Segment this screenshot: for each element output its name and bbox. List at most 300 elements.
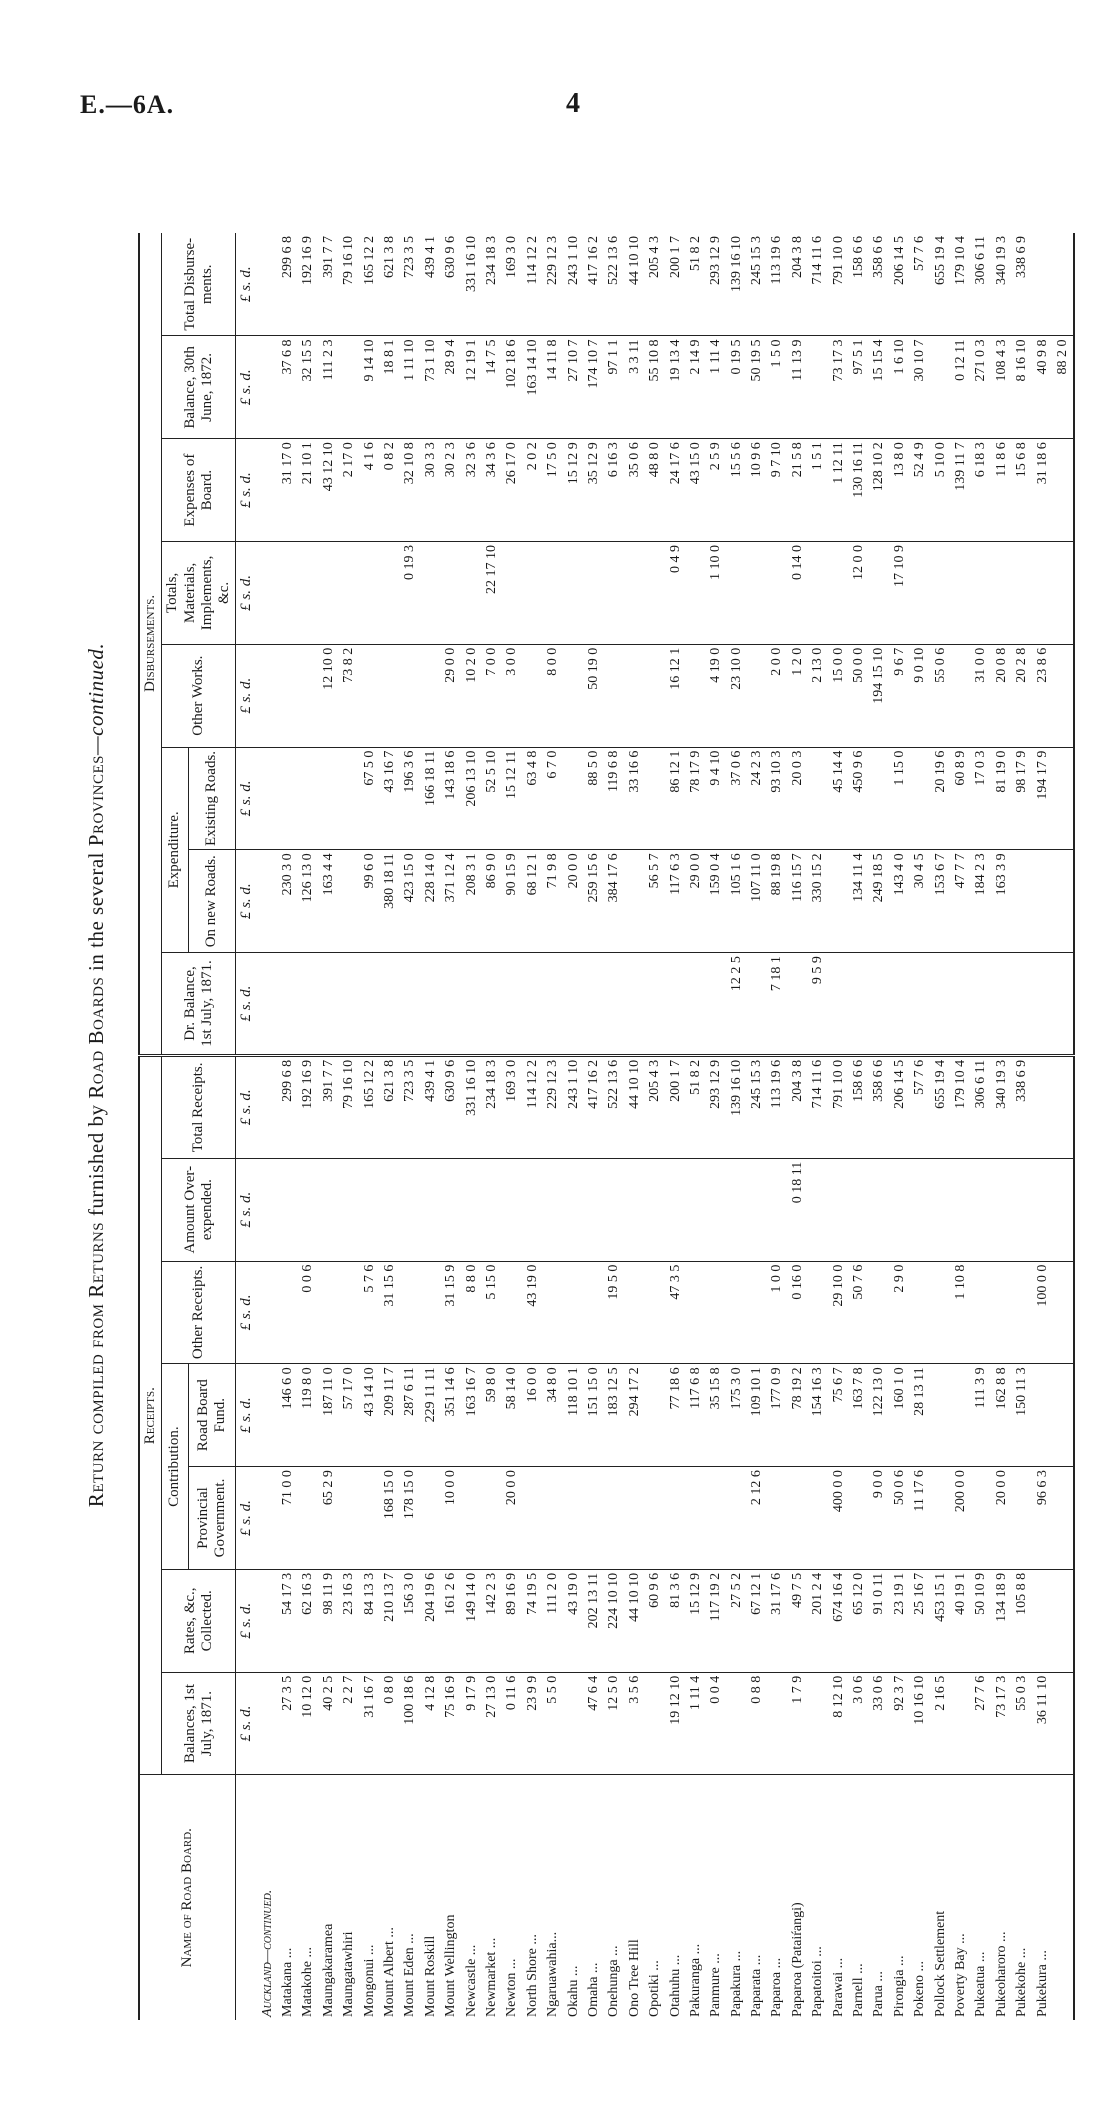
balance-cell: 33 0 6 — [869, 1672, 889, 1775]
overexpended-cell — [625, 1158, 645, 1261]
other-works-cell: 3 0 0 — [502, 644, 522, 747]
provincial-cell — [808, 1467, 828, 1570]
existing-roads-cell: 20 0 3 — [788, 747, 808, 850]
materials-cell: 12 0 0 — [849, 542, 869, 645]
dr-balance-cell — [319, 953, 339, 1056]
table-row — [828, 130, 848, 2020]
road-board-name: Poverty Bay ... — [952, 1933, 968, 2017]
header-provincial: Provincial Government. — [188, 1467, 235, 1570]
dr-balance-cell — [625, 953, 645, 1056]
new-roads-cell: 228 14 0 — [421, 850, 441, 953]
expenses-cell: 43 15 0 — [686, 439, 706, 542]
other-works-cell: 31 0 0 — [971, 644, 991, 747]
fund-cell: 183 12 5 — [604, 1364, 624, 1467]
materials-cell — [686, 542, 706, 645]
road-board-name: Pukeoharoro ... — [993, 1931, 1009, 2017]
provincial-cell: 50 0 6 — [890, 1467, 910, 1570]
total-disbursements-cell — [1053, 233, 1074, 336]
fund-cell: 294 17 2 — [625, 1364, 645, 1467]
overexpended-cell — [482, 1158, 502, 1261]
header-overexpended: Amount Over-expended. — [162, 1158, 236, 1261]
header-disbursements: Disbursements. — [139, 233, 162, 1055]
total-receipts-cell: 79 16 10 — [339, 1055, 359, 1158]
balance-cell: 92 3 7 — [890, 1672, 910, 1775]
total-disbursements-cell: 655 19 4 — [930, 233, 950, 336]
overexpended-cell — [747, 1158, 767, 1261]
existing-roads-cell: 81 19 0 — [992, 747, 1012, 850]
rates-cell: 674 16 4 — [828, 1569, 848, 1672]
other-receipts-cell — [645, 1261, 665, 1364]
total-receipts-cell: 417 16 2 — [584, 1055, 604, 1158]
expenses-cell: 30 2 3 — [441, 439, 461, 542]
dr-balance-cell — [747, 953, 767, 1056]
expenses-cell: 11 8 6 — [992, 439, 1012, 542]
other-receipts-cell: 31 15 6 — [380, 1261, 400, 1364]
header-balance-june: Balance, 30th June, 1872. — [162, 336, 236, 439]
balance-june-cell: 32 15 5 — [298, 336, 318, 439]
other-works-cell — [421, 644, 441, 747]
new-roads-cell: 134 11 4 — [849, 850, 869, 953]
road-board-name: Omaha ... — [585, 1962, 601, 2017]
existing-roads-cell: 93 10 3 — [767, 747, 787, 850]
table-row — [890, 130, 910, 2020]
new-roads-cell: 68 12 1 — [523, 850, 543, 953]
existing-roads-cell: 196 3 6 — [400, 747, 420, 850]
new-roads-cell: 184 2 3 — [971, 850, 991, 953]
road-board-name: Parawai ... — [830, 1957, 846, 2017]
balance-cell: 31 16 7 — [359, 1672, 379, 1775]
balance-cell: 40 2 5 — [319, 1672, 339, 1775]
total-disbursements-cell: 139 16 10 — [726, 233, 746, 336]
header-existing-roads: Existing Roads. — [188, 747, 235, 850]
unit-label: £ s. d. — [236, 233, 258, 336]
existing-roads-cell: 9 4 10 — [706, 747, 726, 850]
fund-cell: 160 1 0 — [890, 1364, 910, 1467]
other-receipts-cell — [1012, 1261, 1032, 1364]
title-suffix: in the several — [84, 851, 108, 971]
existing-roads-cell: 88 5 0 — [584, 747, 604, 850]
table-row — [645, 130, 665, 2020]
materials-cell: 22 17 10 — [482, 542, 502, 645]
road-board-name: Parnell ... — [851, 1963, 867, 2017]
balance-cell: 75 16 9 — [441, 1672, 461, 1775]
fund-cell: 28 13 11 — [910, 1364, 930, 1467]
balance-june-cell: 40 9 8 — [1032, 336, 1052, 439]
balance-cell: 3 5 6 — [625, 1672, 645, 1775]
total-receipts-cell: 51 8 2 — [686, 1055, 706, 1158]
existing-roads-cell: 24 2 3 — [747, 747, 767, 850]
materials-cell — [502, 542, 522, 645]
dr-balance-cell — [1012, 953, 1032, 1056]
road-board-name: Pirongia ... — [891, 1955, 907, 2017]
other-works-cell: 23 8 6 — [1032, 644, 1052, 747]
provincial-cell: 2 12 6 — [747, 1467, 767, 1570]
header-name: Name of Road Board. — [139, 1775, 236, 2020]
dr-balance-cell — [523, 953, 543, 1056]
fund-cell: 43 14 10 — [359, 1364, 379, 1467]
rates-cell: 98 11 9 — [319, 1569, 339, 1672]
total-receipts-cell: 139 16 10 — [726, 1055, 746, 1158]
new-roads-cell: 29 0 0 — [686, 850, 706, 953]
balance-cell: 0 8 8 — [747, 1672, 767, 1775]
road-board-name: Matakana ... — [280, 1947, 296, 2017]
overexpended-cell — [421, 1158, 441, 1261]
total-receipts-cell: 245 15 3 — [747, 1055, 767, 1158]
provincial-cell: 178 15 0 — [400, 1467, 420, 1570]
overexpended-cell — [339, 1158, 359, 1261]
balance-june-cell: 12 19 1 — [461, 336, 481, 439]
overexpended-cell — [461, 1158, 481, 1261]
road-board-name: Pukekura ... — [1034, 1950, 1050, 2017]
balance-cell — [726, 1672, 746, 1775]
road-board-name: Paparoa (Pataiŕangi) — [789, 1902, 805, 2017]
dr-balance-cell — [828, 953, 848, 1056]
expenses-cell: 31 18 6 — [1032, 439, 1052, 542]
materials-cell: 1 10 0 — [706, 542, 726, 645]
other-works-cell — [604, 644, 624, 747]
balance-june-cell: 28 9 4 — [441, 336, 461, 439]
provincial-cell — [788, 1467, 808, 1570]
dr-balance-cell — [400, 953, 420, 1056]
total-receipts-cell: 113 19 6 — [767, 1055, 787, 1158]
balance-june-cell: 88 2 0 — [1053, 336, 1074, 439]
balance-cell — [951, 1672, 971, 1775]
units-blank — [236, 1775, 258, 2020]
other-works-cell — [625, 644, 645, 747]
balance-cell: 3 0 6 — [849, 1672, 869, 1775]
total-disbursements-cell: 229 12 3 — [543, 233, 563, 336]
overexpended-cell — [1012, 1158, 1032, 1261]
materials-cell — [441, 542, 461, 645]
materials-cell — [910, 542, 930, 645]
header-expenses: Expenses of Board. — [162, 439, 236, 542]
other-works-cell — [278, 644, 298, 747]
total-disbursements-cell: 204 3 8 — [788, 233, 808, 336]
new-roads-cell: 163 4 4 — [319, 850, 339, 953]
dr-balance-cell — [359, 953, 379, 1056]
table-row — [992, 130, 1012, 2020]
dr-balance-cell — [788, 953, 808, 1056]
fund-cell — [645, 1364, 665, 1467]
table-row — [604, 130, 624, 2020]
title-provinces: Provinces — [84, 755, 108, 847]
title-road-boards: Road Boards — [84, 976, 108, 1099]
other-works-cell: 50 19 0 — [584, 644, 604, 747]
rates-cell: 49 7 5 — [788, 1569, 808, 1672]
expenses-cell: 17 5 0 — [543, 439, 563, 542]
balance-cell: 8 12 10 — [828, 1672, 848, 1775]
other-receipts-cell — [1053, 1261, 1074, 1364]
balance-cell: 1 7 9 — [788, 1672, 808, 1775]
balance-cell: 23 9 9 — [523, 1672, 543, 1775]
other-receipts-cell — [543, 1261, 563, 1364]
balance-june-cell: 8 16 10 — [1012, 336, 1032, 439]
table-row — [1032, 130, 1052, 2020]
existing-roads-cell: 15 12 11 — [502, 747, 522, 850]
road-board-name: Mongonui ... — [361, 1944, 377, 2017]
balance-june-cell: 163 14 10 — [523, 336, 543, 439]
provincial-cell — [971, 1467, 991, 1570]
expenses-cell: 2 17 0 — [339, 439, 359, 542]
road-board-name: Onehunga ... — [606, 1945, 622, 2017]
section-label: Auckland—continued. — [259, 1889, 275, 2017]
existing-roads-cell: 37 0 6 — [726, 747, 746, 850]
road-board-name: Matakohe ... — [300, 1947, 316, 2017]
balance-cell — [808, 1672, 828, 1775]
provincial-cell — [298, 1467, 318, 1570]
overexpended-cell — [584, 1158, 604, 1261]
overexpended-cell — [1053, 1158, 1074, 1261]
existing-roads-cell — [339, 747, 359, 850]
total-disbursements-cell: 205 4 3 — [645, 233, 665, 336]
rates-cell: 54 17 3 — [278, 1569, 298, 1672]
total-disbursements-cell: 51 8 2 — [686, 233, 706, 336]
fund-cell: 177 0 9 — [767, 1364, 787, 1467]
overexpended-cell — [849, 1158, 869, 1261]
other-works-cell — [1053, 644, 1074, 747]
provincial-cell: 11 17 6 — [910, 1467, 930, 1570]
overexpended-cell — [319, 1158, 339, 1261]
rates-cell: 44 10 10 — [625, 1569, 645, 1672]
other-receipts-cell: 50 7 6 — [849, 1261, 869, 1364]
table-row — [339, 130, 359, 2020]
table-row — [380, 130, 400, 2020]
section-row — [258, 130, 278, 2020]
materials-cell — [808, 542, 828, 645]
rates-cell: 134 18 9 — [992, 1569, 1012, 1672]
total-disbursements-cell: 113 19 6 — [767, 233, 787, 336]
provincial-cell — [706, 1467, 726, 1570]
overexpended-cell — [992, 1158, 1012, 1261]
total-receipts-cell: 391 7 7 — [319, 1055, 339, 1158]
dr-balance-cell — [543, 953, 563, 1056]
rates-cell: 453 15 1 — [930, 1569, 950, 1672]
rates-cell: 50 10 9 — [971, 1569, 991, 1672]
overexpended-cell — [951, 1158, 971, 1261]
table-row — [1012, 130, 1032, 2020]
materials-cell — [319, 542, 339, 645]
balance-cell — [563, 1672, 583, 1775]
balance-june-cell: 30 10 7 — [910, 336, 930, 439]
total-receipts-cell: 165 12 2 — [359, 1055, 379, 1158]
total-disbursements-cell: 714 11 6 — [808, 233, 828, 336]
new-roads-cell — [1012, 850, 1032, 953]
materials-cell: 0 19 3 — [400, 542, 420, 645]
new-roads-cell: 99 6 0 — [359, 850, 379, 953]
title-middle: furnished by — [84, 1104, 108, 1217]
balance-june-cell — [930, 336, 950, 439]
total-disbursements-cell: 630 9 6 — [441, 233, 461, 336]
fund-cell: 16 0 0 — [523, 1364, 543, 1467]
rates-cell: 156 3 0 — [400, 1569, 420, 1672]
rates-cell: 91 0 11 — [869, 1569, 889, 1672]
total-receipts-cell: 338 6 9 — [1012, 1055, 1032, 1158]
other-receipts-cell — [726, 1261, 746, 1364]
new-roads-cell — [828, 850, 848, 953]
other-receipts-cell — [808, 1261, 828, 1364]
unit-label: £ s. d. — [236, 1672, 258, 1775]
expenses-cell: 10 9 6 — [747, 439, 767, 542]
balance-cell: 27 13 0 — [482, 1672, 502, 1775]
provincial-cell — [543, 1467, 563, 1570]
table-row — [686, 130, 706, 2020]
provincial-cell: 20 0 0 — [992, 1467, 1012, 1570]
materials-cell — [359, 542, 379, 645]
table-row — [502, 130, 522, 2020]
expenses-cell: 128 10 2 — [869, 439, 889, 542]
expenses-cell: 34 3 6 — [482, 439, 502, 542]
expenses-cell: 139 11 7 — [951, 439, 971, 542]
dr-balance-cell — [869, 953, 889, 1056]
table-row — [563, 130, 583, 2020]
table-row — [951, 130, 971, 2020]
expenses-cell: 13 8 0 — [890, 439, 910, 542]
other-receipts-cell: 8 8 0 — [461, 1261, 481, 1364]
balance-june-cell — [808, 336, 828, 439]
dr-balance-cell — [502, 953, 522, 1056]
road-board-name: Pakuranga ... — [687, 1943, 703, 2017]
dr-balance-cell — [1053, 953, 1074, 1056]
dr-balance-cell — [441, 953, 461, 1056]
table-row — [359, 130, 379, 2020]
overexpended-cell — [645, 1158, 665, 1261]
road-board-name: Newton ... — [504, 1958, 520, 2017]
balance-cell: 5 5 0 — [543, 1672, 563, 1775]
overexpended-cell — [298, 1158, 318, 1261]
total-receipts-cell: 234 18 3 — [482, 1055, 502, 1158]
total-receipts-cell — [1032, 1055, 1052, 1158]
provincial-cell: 20 0 0 — [502, 1467, 522, 1570]
road-board-name: Ngaruawahia... — [545, 1931, 561, 2017]
other-receipts-cell — [992, 1261, 1012, 1364]
total-disbursements-cell: 243 1 10 — [563, 233, 583, 336]
total-disbursements-cell: 44 10 10 — [625, 233, 645, 336]
table-row — [584, 130, 604, 2020]
balance-june-cell: 14 7 5 — [482, 336, 502, 439]
other-works-cell: 7 0 0 — [482, 644, 502, 747]
other-receipts-cell — [910, 1261, 930, 1364]
table-row — [421, 130, 441, 2020]
balance-cell: 2 2 7 — [339, 1672, 359, 1775]
rates-cell: 25 16 7 — [910, 1569, 930, 1672]
other-works-cell — [380, 644, 400, 747]
existing-roads-cell: 143 18 6 — [441, 747, 461, 850]
new-roads-cell: 159 0 4 — [706, 850, 726, 953]
dr-balance-cell: 7 18 1 — [767, 953, 787, 1056]
balance-cell: 0 11 6 — [502, 1672, 522, 1775]
other-receipts-cell — [421, 1261, 441, 1364]
existing-roads-cell — [298, 747, 318, 850]
total-receipts-cell: 299 6 8 — [278, 1055, 298, 1158]
unit-label: £ s. d. — [236, 1467, 258, 1570]
total-receipts-cell: 169 3 0 — [502, 1055, 522, 1158]
existing-roads-cell: 67 5 0 — [359, 747, 379, 850]
balance-cell: 10 16 10 — [910, 1672, 930, 1775]
fund-cell: 75 6 7 — [828, 1364, 848, 1467]
expenses-cell: 35 12 9 — [584, 439, 604, 542]
provincial-cell — [645, 1467, 665, 1570]
materials-cell — [584, 542, 604, 645]
road-board-name: Pollock Settlement — [932, 1910, 948, 2017]
total-receipts-cell: 791 10 0 — [828, 1055, 848, 1158]
balance-cell: 1 11 4 — [686, 1672, 706, 1775]
road-board-name: Mount Albert ... — [382, 1927, 398, 2017]
new-roads-cell: 56 5 7 — [645, 850, 665, 953]
balance-june-cell: 0 12 11 — [951, 336, 971, 439]
dr-balance-cell — [380, 953, 400, 1056]
expenses-cell: 26 17 0 — [502, 439, 522, 542]
other-works-cell: 55 0 6 — [930, 644, 950, 747]
existing-roads-cell: 194 17 9 — [1032, 747, 1052, 850]
other-receipts-cell: 0 16 0 — [788, 1261, 808, 1364]
rates-cell: 142 2 3 — [482, 1569, 502, 1672]
new-roads-cell: 208 3 1 — [461, 850, 481, 953]
fund-cell: 351 14 6 — [441, 1364, 461, 1467]
rates-cell: 27 5 2 — [726, 1569, 746, 1672]
expenses-cell: 6 18 3 — [971, 439, 991, 542]
expenses-cell: 9 7 10 — [767, 439, 787, 542]
overexpended-cell — [441, 1158, 461, 1261]
header-other-receipts: Other Receipts. — [162, 1261, 236, 1364]
balance-cell: 47 6 4 — [584, 1672, 604, 1775]
other-receipts-cell — [339, 1261, 359, 1364]
overexpended-cell — [930, 1158, 950, 1261]
balance-june-cell: 111 2 3 — [319, 336, 339, 439]
balance-cell: 10 12 0 — [298, 1672, 318, 1775]
existing-roads-cell — [278, 747, 298, 850]
fund-cell: 163 7 8 — [849, 1364, 869, 1467]
provincial-cell — [665, 1467, 685, 1570]
other-works-cell — [951, 644, 971, 747]
provincial-cell — [1053, 1467, 1074, 1570]
materials-cell — [645, 542, 665, 645]
rates-cell: 40 19 1 — [951, 1569, 971, 1672]
other-works-cell — [747, 644, 767, 747]
overexpended-cell — [380, 1158, 400, 1261]
new-roads-cell: 116 15 7 — [788, 850, 808, 953]
page-code: E.—6A. — [80, 90, 175, 119]
road-board-name: Otahuhu ... — [667, 1954, 683, 2017]
other-works-cell: 4 19 0 — [706, 644, 726, 747]
expenses-cell: 5 10 0 — [930, 439, 950, 542]
expenses-cell: 2 0 2 — [523, 439, 543, 542]
header-balances: Balances, 1st July, 1871. — [162, 1672, 236, 1775]
total-disbursements-cell: 417 16 2 — [584, 233, 604, 336]
dr-balance-cell — [298, 953, 318, 1056]
road-board-name: Panmure ... — [708, 1953, 724, 2017]
existing-roads-cell — [869, 747, 889, 850]
materials-cell — [298, 542, 318, 645]
table-row — [767, 130, 787, 2020]
new-roads-cell: 249 18 5 — [869, 850, 889, 953]
overexpended-cell — [502, 1158, 522, 1261]
provincial-cell — [625, 1467, 645, 1570]
other-receipts-cell — [319, 1261, 339, 1364]
balance-cell — [1053, 1672, 1074, 1775]
total-disbursements-cell: 621 3 8 — [380, 233, 400, 336]
balance-cell: 19 12 10 — [665, 1672, 685, 1775]
road-board-name: Mount Wellington — [443, 1914, 459, 2017]
balance-june-cell: 50 19 5 — [747, 336, 767, 439]
total-disbursements-cell: 179 10 4 — [951, 233, 971, 336]
total-disbursements-cell: 169 3 0 — [502, 233, 522, 336]
provincial-cell: 96 6 3 — [1032, 1467, 1052, 1570]
existing-roads-cell — [1053, 747, 1074, 850]
total-receipts-cell: 114 12 2 — [523, 1055, 543, 1158]
existing-roads-cell: 45 14 4 — [828, 747, 848, 850]
expenses-cell: 6 16 3 — [604, 439, 624, 542]
overexpended-cell — [767, 1158, 787, 1261]
